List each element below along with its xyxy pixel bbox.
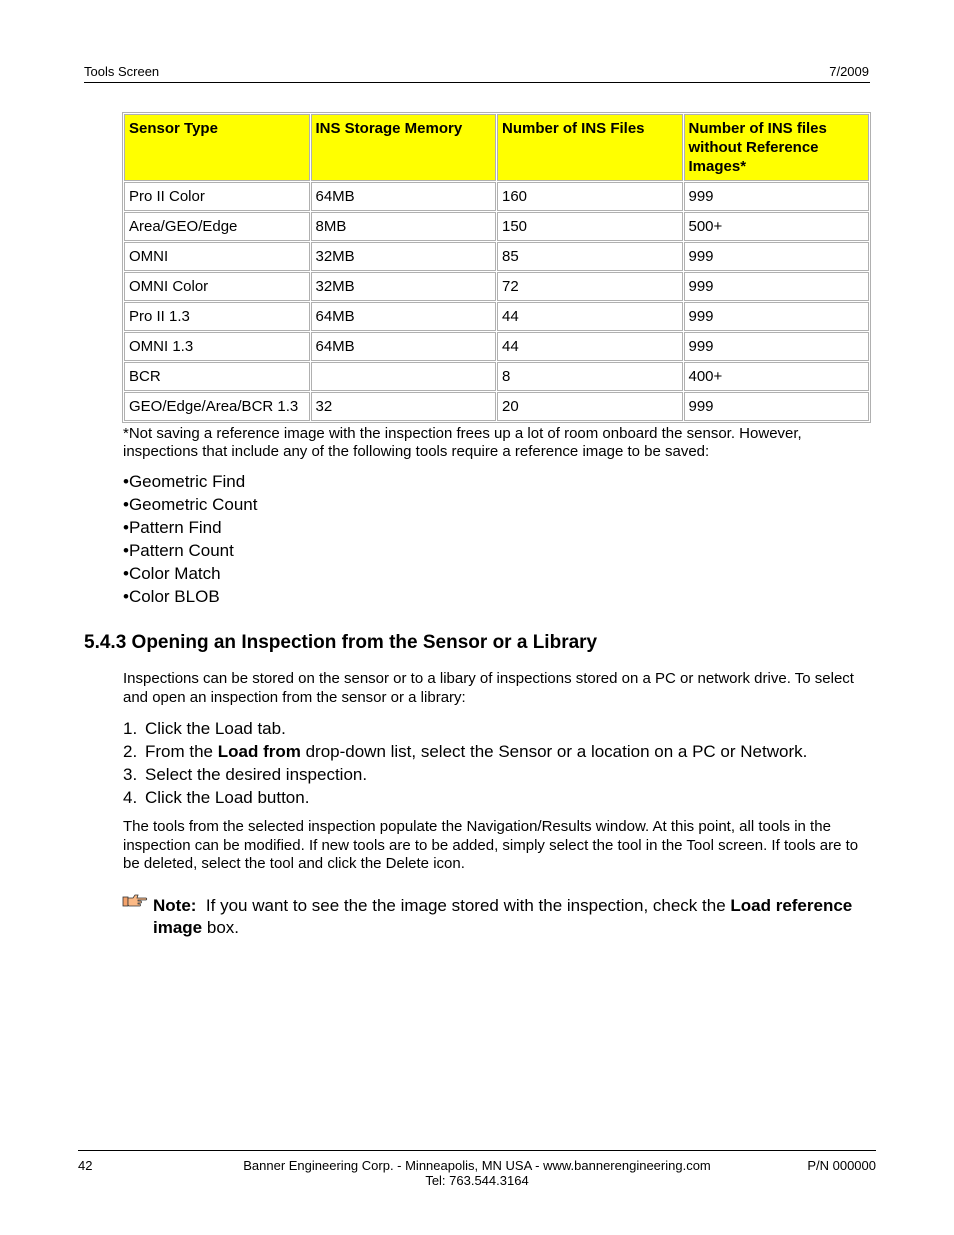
table-cell: 500+ (684, 212, 870, 241)
table-cell: 32MB (311, 242, 497, 271)
header-section-title: Tools Screen (84, 64, 160, 79)
step-text: Select the desired inspection. (145, 765, 368, 784)
step-text: Click the Load button. (145, 788, 310, 807)
step-bold-text: Load from (217, 742, 301, 761)
table-cell: GEO/Edge/Area/BCR 1.3 (124, 392, 310, 421)
footer-company-line: Banner Engineering Corp. - Minneapolis, MN USA - www.bannerengineering.com (243, 1158, 711, 1173)
page-number: 42 (78, 1158, 93, 1173)
table-row (124, 182, 869, 211)
table-row (124, 272, 869, 301)
table-cell: 32 (311, 392, 497, 421)
table-cell: Pro II Color (124, 182, 310, 211)
step-number: 2. (123, 742, 138, 761)
footer-rule (78, 1150, 876, 1151)
step-number: 4. (123, 788, 138, 807)
table-cell: 150 (497, 212, 683, 241)
list-item (123, 786, 807, 809)
table-cell: OMNI (124, 242, 310, 271)
table-cell: 999 (684, 272, 870, 301)
list-item (123, 740, 807, 763)
table-row (124, 332, 869, 361)
list-item: • Color Match (123, 562, 257, 585)
note-tail: box. (202, 917, 239, 937)
table-cell: 64MB (311, 332, 497, 361)
list-item (123, 717, 807, 740)
table-cell: 44 (497, 332, 683, 361)
step-text-tail: drop-down list, select the Sensor or a location on a PC or Network. (300, 742, 808, 761)
section-intro: Inspections can be stored on the sensor or to a libary of inspections stored on a PC or network drive. To select and open an inspection from the sensor or a library: (123, 670, 854, 706)
list-item (123, 763, 807, 786)
list-item: • Pattern Find (123, 516, 257, 539)
column-header: Sensor Type (124, 114, 310, 181)
table-body (124, 182, 869, 421)
table-cell: Pro II 1.3 (124, 302, 310, 331)
step-text: From the (145, 742, 218, 761)
table-row (124, 212, 869, 241)
footer-tel: Tel: 763.544.3164 (425, 1173, 529, 1188)
section-heading: 5.4.3 Opening an Inspection from the Sensor or a Library (84, 632, 598, 653)
column-header: Number of INS files without Reference Images* (684, 114, 870, 181)
header-rule (84, 82, 870, 83)
header-date: 7/2009 (829, 64, 869, 79)
note-bold-text: Load reference image (153, 896, 853, 937)
table-cell: 999 (684, 302, 870, 331)
list-item: • Color BLOB (123, 585, 257, 608)
table-cell: 999 (684, 182, 870, 211)
table-header-row (124, 114, 869, 181)
step-number: 3. (123, 765, 138, 784)
table-row (124, 242, 869, 271)
steps-list (123, 717, 807, 809)
note-callout (153, 895, 868, 938)
table-cell: 160 (497, 182, 683, 211)
table-cell: OMNI Color (124, 272, 310, 301)
list-item: • Pattern Count (123, 539, 257, 562)
column-header: Number of INS Files (497, 114, 683, 181)
table-cell: BCR (124, 362, 310, 391)
part-number: P/N 000000 (807, 1158, 876, 1173)
list-item: • Geometric Find (123, 470, 257, 493)
table-cell: 64MB (311, 302, 497, 331)
table-cell (311, 362, 497, 391)
table-cell: 8 (497, 362, 683, 391)
step-text: Click the Load tab. (145, 719, 286, 738)
table-cell: 8MB (311, 212, 497, 241)
table-row (124, 302, 869, 331)
column-header: INS Storage Memory (311, 114, 497, 181)
pointing-hand-icon (122, 893, 148, 909)
table-cell: OMNI 1.3 (124, 332, 310, 361)
section-followup: The tools from the selected inspection populate the Navigation/Results window. At this point, all tools in the inspection can be modified. If new tools are to be added, simply select the tool in the Tool screen. If tools are to be deleted, select the tool and click the Delete icon. (123, 818, 859, 872)
table-cell: 32MB (311, 272, 497, 301)
list-item: • Geometric Count (123, 493, 257, 516)
table-cell: 64MB (311, 182, 497, 211)
tools-requiring-reference-list (123, 470, 257, 608)
table-cell: 999 (684, 242, 870, 271)
table-cell: 999 (684, 392, 870, 421)
table-cell: 999 (684, 332, 870, 361)
reference-image-footnote: *Not saving a reference image with the inspection frees up a lot of room onboard the sensor. However, inspections that include any of the following tools require a reference image to be saved: (123, 425, 802, 460)
sensor-storage-table (122, 112, 871, 423)
table-cell: 72 (497, 272, 683, 301)
note-label: Note: (153, 896, 197, 915)
table-cell: 20 (497, 392, 683, 421)
table-cell: 44 (497, 302, 683, 331)
step-number: 1. (123, 719, 138, 738)
table-row (124, 362, 869, 391)
table-cell: 85 (497, 242, 683, 271)
note-text: If you want to see the the image stored with the inspection, check the (205, 896, 731, 915)
table-cell: Area/GEO/Edge (124, 212, 310, 241)
table-cell: 400+ (684, 362, 870, 391)
table-row (124, 392, 869, 421)
